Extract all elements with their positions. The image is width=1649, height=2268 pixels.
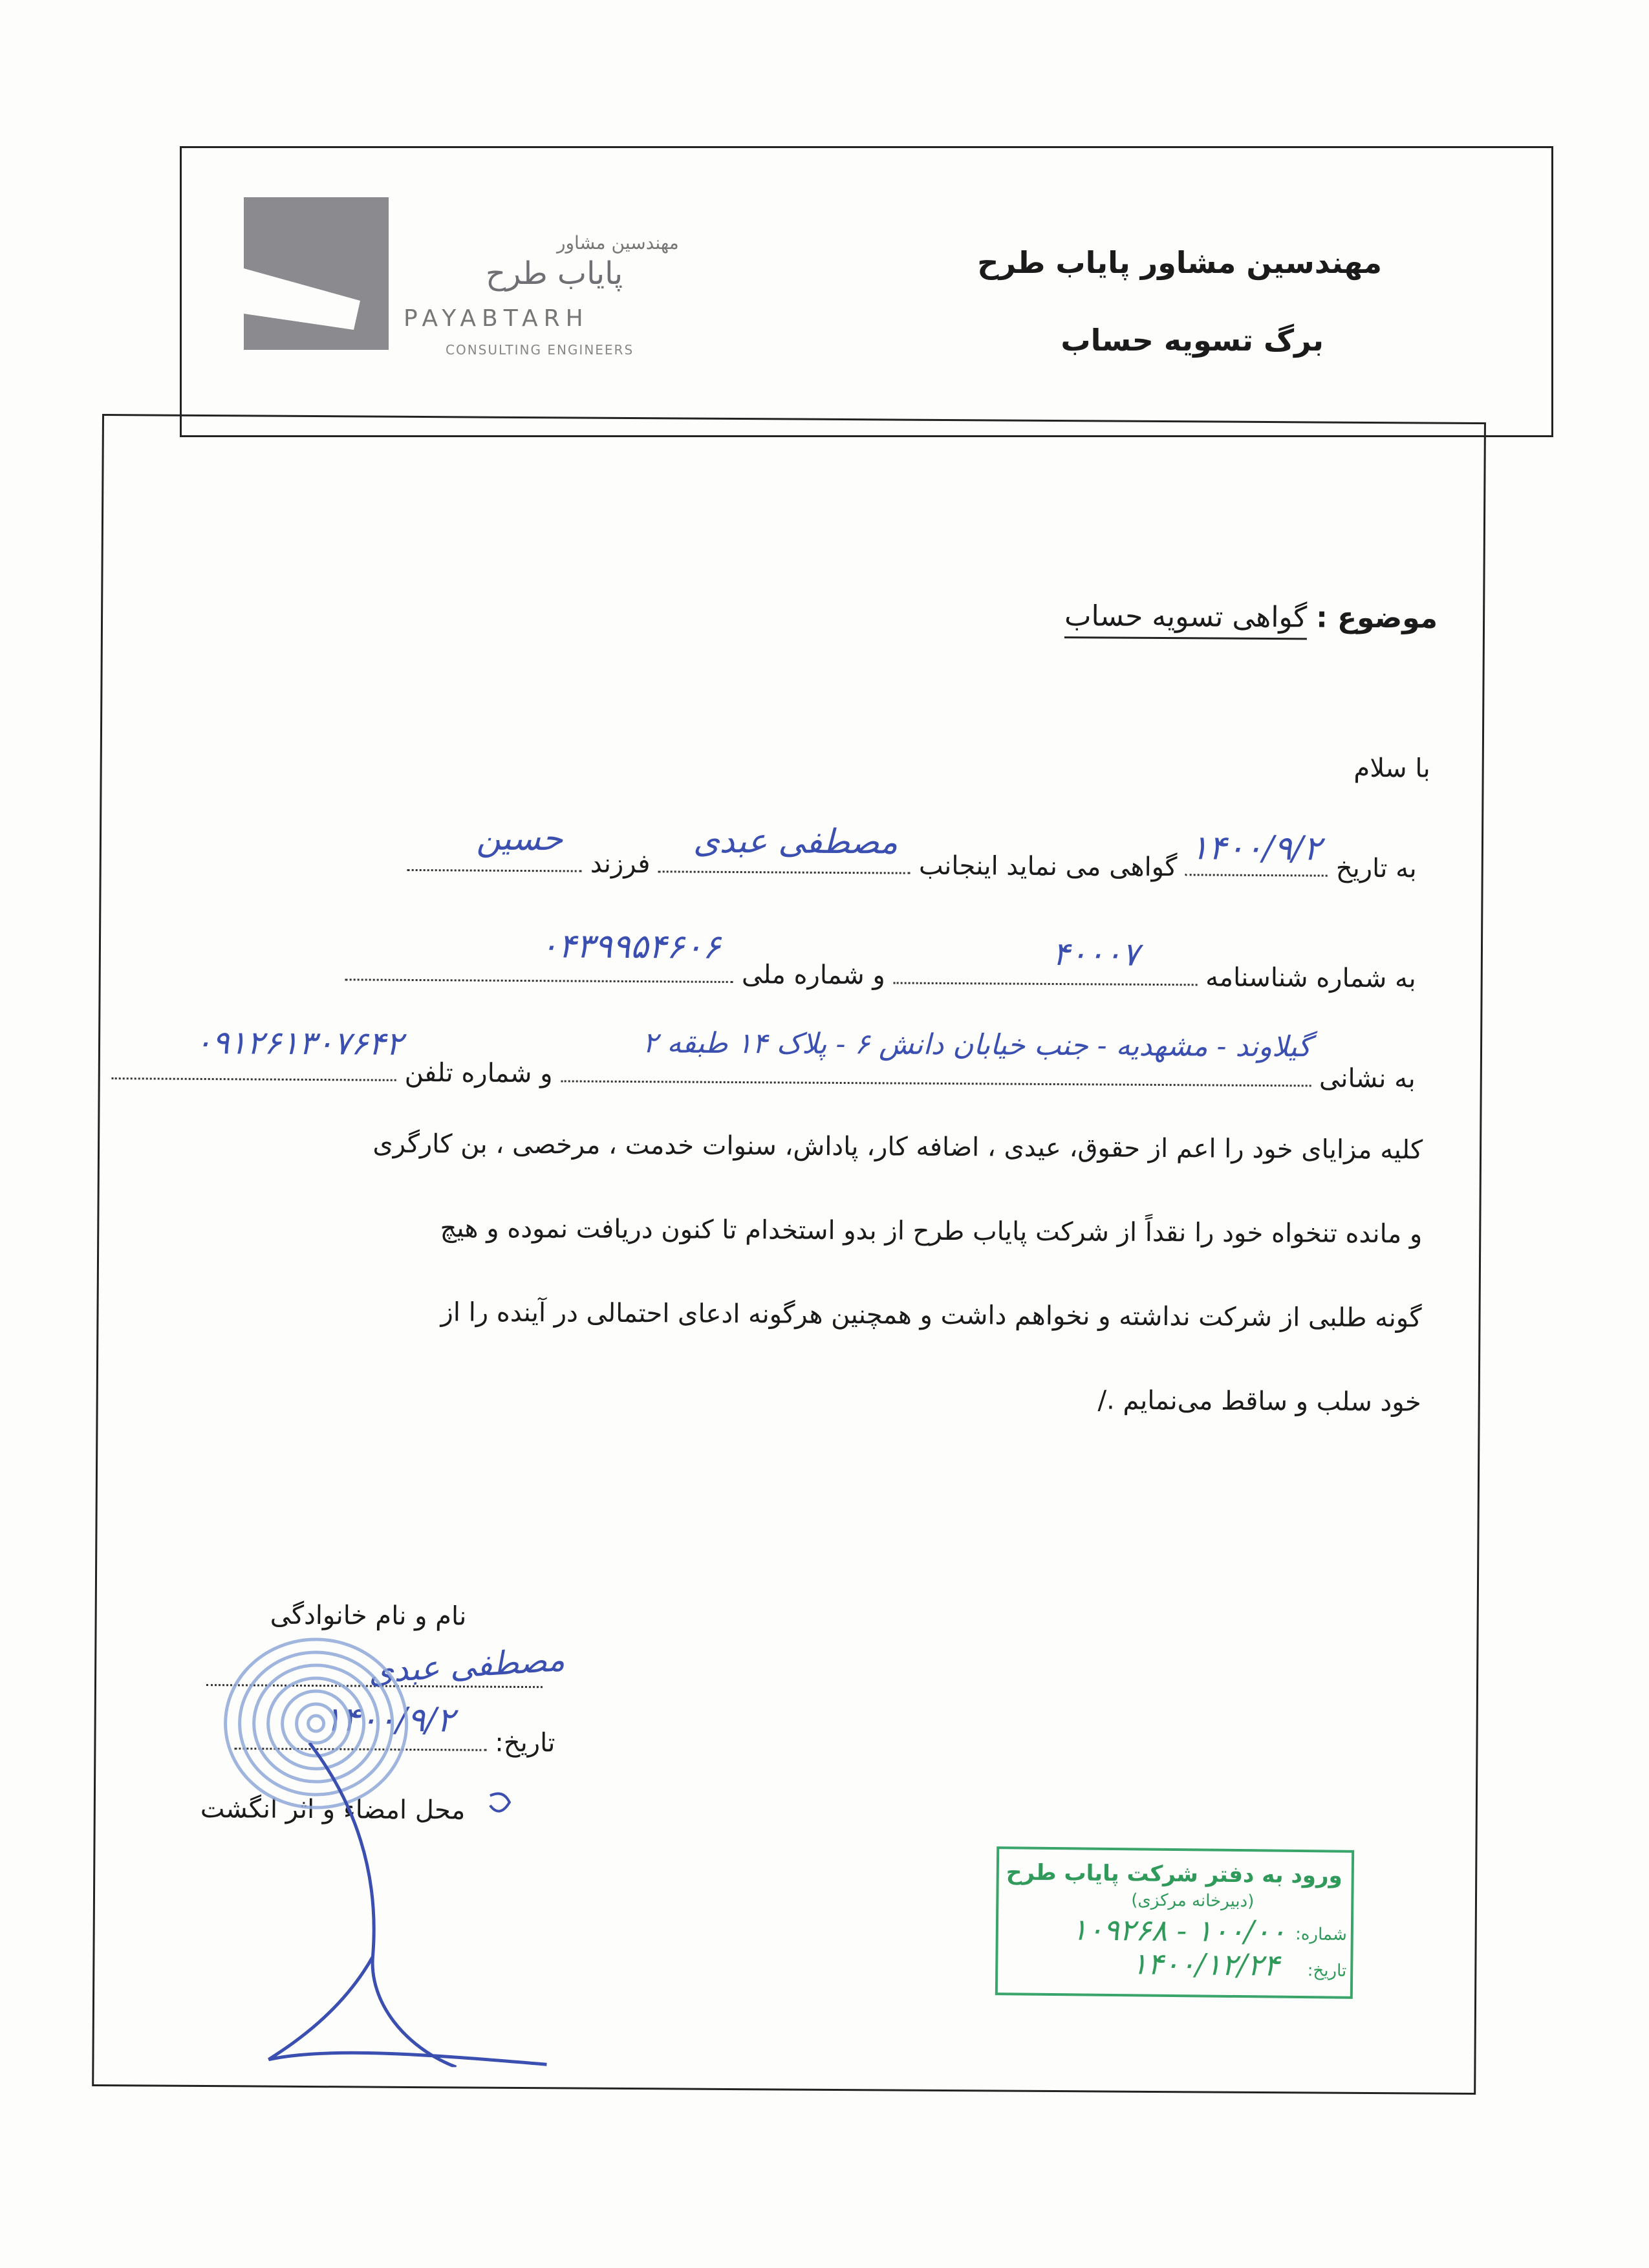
body-line-3: گونه طلبی از شرکت نداشته و نخواهم داشت و همچنین هرگونه ادعای احتمالی در آینده را از <box>440 1297 1422 1334</box>
stamp-number-handwritten: ۱۰۰/۰۰ - ۱۰۹۲۶۸ <box>1071 1912 1287 1949</box>
national-label: و شماره ملی <box>741 960 885 991</box>
stamp-date-label: تاریخ: <box>1307 1961 1347 1981</box>
registration-stamp <box>995 1846 1354 1999</box>
signature-place-label: محل امضاء و اثر انگشت <box>200 1793 466 1826</box>
form-line-2 <box>220 927 1416 994</box>
form-title: برگ تسویه حساب <box>1061 323 1324 358</box>
date-prefix: به تاریخ <box>1335 853 1417 884</box>
signature-date-label: تاریخ: <box>495 1727 555 1758</box>
signature-name-label: نام و نام خانوادگی <box>270 1600 467 1632</box>
phone-handwritten: ۰۹۱۲۶۱۳۰۷۶۴۲ <box>194 1023 404 1063</box>
body-line-1: کلیه مزایای خود را اعم از حقوق، عیدی ، اضافه کار، پاداش، سنوات خدمت ، مرخصی ، بن کارگری <box>372 1129 1423 1165</box>
logo-en-main: PAYABTARH <box>404 305 589 332</box>
signature-scribble-icon <box>210 1742 574 2068</box>
body-line-2: و مانده تنخواه خود را نقداً از شرکت پایاب طرح از بدو استخدام تا کنون دریافت نموده و هیچ <box>440 1213 1423 1249</box>
logo-fa-main: پایاب طرح <box>486 255 623 292</box>
signature-name-handwritten: مصطفی عبدی <box>367 1640 566 1691</box>
form-line-3 <box>155 1023 1416 1094</box>
logo-fa-small: مهندسین مشاور <box>557 232 679 254</box>
id-handwritten: ۴۰۰۰۷ <box>1052 934 1139 973</box>
certify-text: گواهی می نماید اینجانب <box>918 850 1178 883</box>
header-box <box>180 146 1553 437</box>
subject-value: گواهی تسویه حساب <box>1064 599 1307 640</box>
company-title: مهندسین مشاور پایاب طرح <box>977 245 1382 280</box>
signature-date-handwritten: ۱۴۰۰/۹/۲ <box>323 1700 455 1740</box>
form-line-1 <box>221 819 1417 884</box>
national-handwritten: ۰۴۳۹۹۵۴۶۰۶ <box>539 927 721 967</box>
address-label: به نشانی <box>1319 1063 1416 1094</box>
id-label: به شماره شناسنامه <box>1205 962 1416 994</box>
name-handwritten: مصطفی عبدی <box>693 821 898 862</box>
logo-en-sub: CONSULTING ENGINEERS <box>446 342 634 358</box>
subject-label: موضوع : <box>1316 601 1438 635</box>
subject-line <box>1064 599 1438 635</box>
stamp-date-handwritten: ۱۴۰۰/۱۲/۲۴ <box>1131 1946 1280 1983</box>
father-handwritten: حسین <box>476 819 563 859</box>
address-handwritten: گیلاوند - مشهدیه - جنب خیابان دانش ۶ - پلاک ۱۴ طبقه ۲ <box>642 1026 1311 1064</box>
body-line-4: خود سلب و ساقط می‌نمایم ./ <box>1097 1385 1421 1418</box>
body-box <box>92 414 1486 2095</box>
logo-mark-icon <box>244 197 389 350</box>
stamp-number-label: شماره: <box>1295 1924 1347 1945</box>
date-handwritten: ۱۴۰۰/۹/۲ <box>1190 828 1322 869</box>
greeting: با سلام <box>1353 753 1430 784</box>
stamp-title: ورود به دفتر شرکت پایاب طرح <box>1006 1859 1342 1889</box>
phone-label: و شماره تلفن <box>404 1057 553 1089</box>
child-of-label: فرزند <box>590 848 651 880</box>
stamp-subtitle: (دبیرخانه مرکزی) <box>1131 1890 1255 1912</box>
